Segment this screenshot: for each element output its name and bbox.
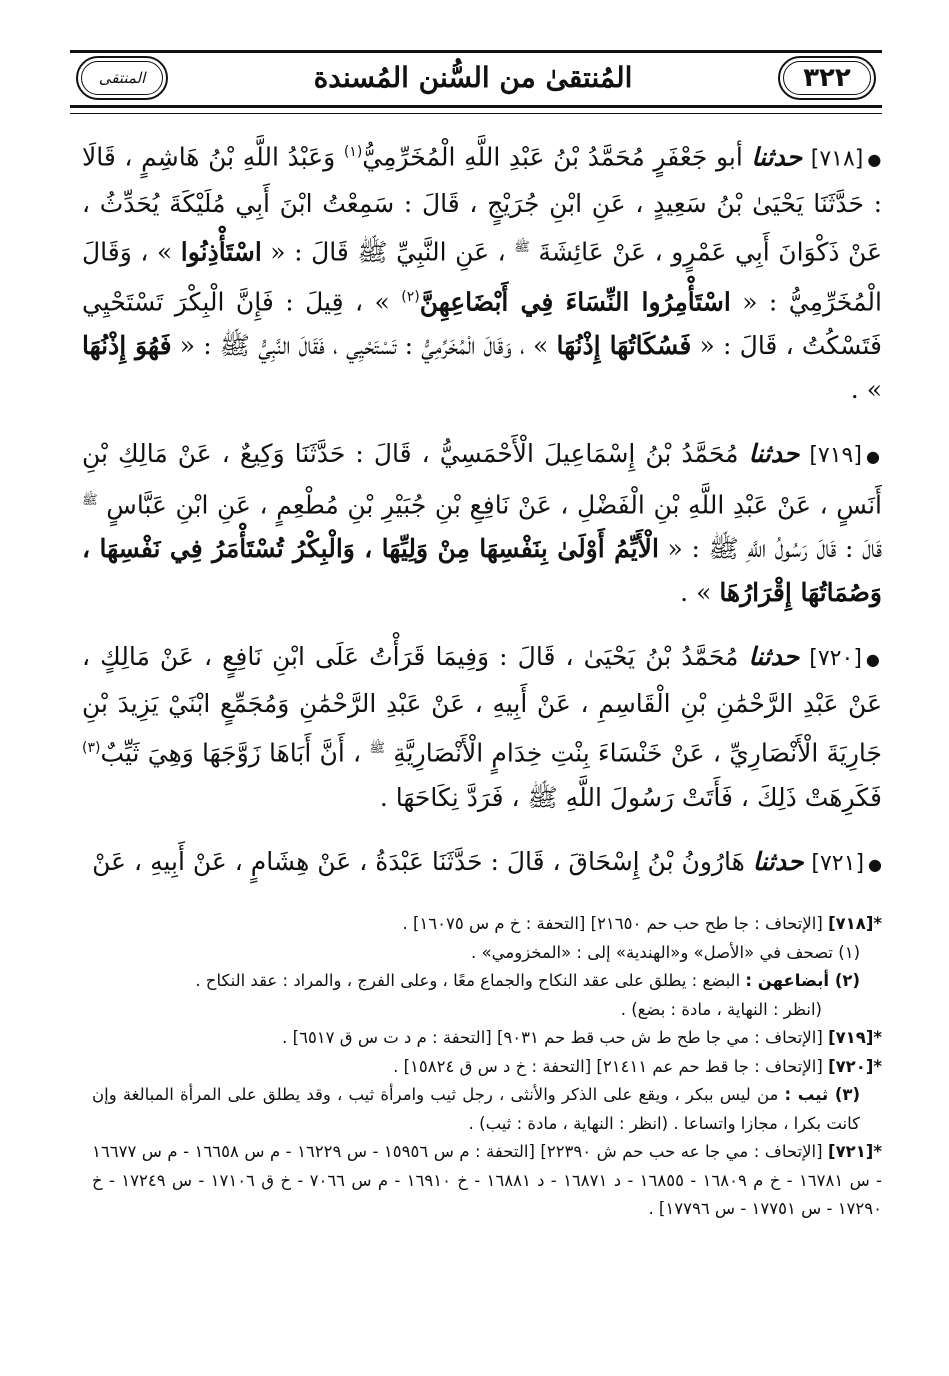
hadith-719 xyxy=(82,432,882,615)
header-bottom-rule xyxy=(70,105,882,108)
hadith-721 xyxy=(82,840,882,887)
footnote-718 xyxy=(92,910,882,939)
header-top-rule xyxy=(70,50,882,53)
seal-logo: المنتقى xyxy=(98,69,146,87)
hadith-text: ، أَنَّ أَبَاهَا زَوَّجَهَا وَهِيَ ثَيِّبٌ xyxy=(100,738,370,768)
footnote-720 xyxy=(92,1053,882,1082)
hadith-text: » . xyxy=(680,578,720,608)
reference-marker: *[٧٢١] xyxy=(828,1142,882,1161)
hadith-720 xyxy=(82,635,882,819)
hadith-text: » ، وَقَالَ الْمُخَرِّمِيُّ : « xyxy=(82,237,882,316)
bullet-icon: ● xyxy=(867,150,882,170)
prophetic-saying: اسْتَأْذِنُوا xyxy=(180,237,262,267)
footnote-2-ref: (انظر : النهاية ، مادة : بضع) . xyxy=(620,999,822,1019)
haddathana-word: حدثنا xyxy=(752,846,804,876)
reference-marker: *[٧٢٠] xyxy=(828,1056,882,1076)
hadith-number: [٧١٩] xyxy=(809,442,862,468)
hadith-718 xyxy=(82,130,882,412)
prophetic-saying: فَهُوَ إِذْنُهَا xyxy=(82,330,172,360)
footnotes xyxy=(92,910,882,1224)
footnote-label: (٢) أبضاعهن : xyxy=(745,971,860,990)
hadith-number: [٧١٨] xyxy=(810,146,864,172)
bullet-icon: ● xyxy=(868,854,882,874)
footnote-ref: (١) xyxy=(343,144,363,160)
hadith-text: » . xyxy=(850,374,882,404)
footnote-text: من ليس ببكر ، ويقع على الذكر والأنثى ، رجل ثيب وامرأة ثيب ، وقد يطلق على المرأة المبالغة وإن كانت بكرا ، مجازا واتساعا . (انظر : النهاية ، مادة : ثيب) . xyxy=(92,1085,860,1133)
prophetic-saying: الْأَيِّمُ أَوْلَىٰ بِنَفْسِهَا مِنْ وَلِيِّهَا ، وَالْبِكْرُ تُسْتَأْمَرُ فِي نَفْسِهَا ، وَصُمَاتُهَا إِقْرَارُهَا xyxy=(82,534,882,608)
footnote-719 xyxy=(92,1024,882,1053)
seal-cartouche xyxy=(76,56,168,100)
hadith-text: » ، وَقَالَ الْمُخَرِّمِيُّ : تَسْتَحْيِي ، فَقَالَ النَّبِيُّ ﷺ : « xyxy=(171,330,557,360)
book-title: المُنتقىٰ من السُّنن المُسندة xyxy=(313,61,633,94)
prophetic-saying: فَسُكَاتُهَا إِذْنُهَا xyxy=(556,330,692,360)
footnote-text: [الإتحاف : مي جا عه حب حم ش ٢٢٣٩٠] [التحفة : م س ١٥٩٥٦ - س ١٦٢٢٩ - م س ١٦٦٥٨ - م س ١٦٦٧٧ - س ١٦٧٨١ - خ م ١٦٨٠٩ - ١٦٨٥٥ - د ١٦٨٧١ - د ١٦٨٨١ - خ ١٦٩١٠ - م س ٧٠٦٦ - خ ق ١٧١٠٦ - س ١٧٢٤٩ - خ ١٧٢٩٠ - س ١٧٧٥١ - س ١٧٧٩٦] . xyxy=(92,1142,882,1218)
hadith-number: [٧٢١] xyxy=(811,850,865,876)
hadith-text: ، عَنِ النَّبِيِّ ﷺ قَالَ : « xyxy=(261,237,515,267)
honorific-icon: ﷺ xyxy=(369,741,386,757)
honorific-icon: ﷺ xyxy=(514,240,530,256)
header-bottom-thin-rule xyxy=(70,113,882,114)
hadith-text: أبو جَعْفَرٍ مُحَمَّدُ بْنُ عَبْدِ اللَّهِ الْمُخَرِّمِيُّ xyxy=(362,142,752,172)
bullet-icon: ● xyxy=(865,650,883,670)
footnote-3 xyxy=(92,1081,882,1138)
honorific-icon: ﷺ xyxy=(82,492,98,508)
footnote-text: [الإتحاف : جا طح حب حم ٢١٦٥٠] [التحفة : خ م س ١٦٠٧٥] . xyxy=(402,914,829,933)
page-number: ٣٢٢ xyxy=(803,63,851,93)
hadith-text: مُحَمَّدُ بْنُ يَحْيَىٰ ، قَالَ : وَفِيمَا قَرَأْتُ عَلَى ابْنِ نَافِعٍ ، عَنْ مَالِكٍ ، عَنْ عَبْدِ الرَّحْمَٰنِ بْنِ الْقَاسِمِ ، عَنْ أَبِيهِ ، عَنْ عَبْدِ الرَّحْمَٰنِ وَمُجَمِّعٍ ابْنَيْ يَزِيدَ بْنِ جَارِيَةَ الْأَنْصَارِيِّ ، عَنْ خَنْسَاءَ بِنْتِ خِدَامٍ الْأَنْصَارِيَّةِ xyxy=(82,642,883,768)
hadith-text: » ، قِيلَ : فَإِنَّ الْبِكْرَ تَسْتَحْيِي فَتَسْكُتُ ، قَالَ : « xyxy=(82,286,882,360)
page-header xyxy=(70,50,882,108)
bullet-icon: ● xyxy=(865,446,883,466)
reference-marker: *[٧١٩] xyxy=(828,1028,882,1047)
footnote-text: [الإتحاف : مي جا طح ط ش حب قط حم ٩٠٣١] [التحفة : م د ت س ق ٦٥١٧] . xyxy=(282,1028,829,1047)
footnote-text: [الإتحاف : جا قط حم عم ٢١٤١١] [التحفة : خ د س ق ١٥٨٢٤] . xyxy=(393,1056,829,1076)
haddathana-word: حدثنا xyxy=(748,438,800,468)
footnote-text: البضع : يطلق على عقد النكاح والجماع معًا ، وعلى الفرج ، والمراد : عقد النكاح . xyxy=(195,971,746,990)
footnote-1: (١) تصحف في «الأصل» و«الهندية» إلى : «المخزومي» . xyxy=(471,942,860,962)
footnote-label: (٣) ثيب : xyxy=(784,1085,860,1104)
hadith-text: هَارُونُ بْنُ إِسْحَاقَ ، قَالَ : حَدَّثَنَا عَبْدَةُ ، عَنْ هِشَامٍ ، عَنْ أَبِيهِ ، عَنْ xyxy=(92,846,753,876)
hadith-text: مُحَمَّدُ بْنُ إِسْمَاعِيلَ الْأَحْمَسِيُّ ، قَالَ : حَدَّثَنَا وَكِيعٌ ، عَنْ مَالِكِ بْنِ أَنَسٍ ، عَنْ عَبْدِ اللَّهِ بْنِ الْفَضْلِ ، عَنْ نَافِعِ بْنِ جُبَيْرِ بْنِ مُطْعِمٍ ، عَنِ ابْنِ عَبَّاسٍ xyxy=(82,438,882,520)
footnote-ref: (٣) xyxy=(82,740,101,757)
hadith-number: [٧٢٠] xyxy=(809,646,862,672)
page-number-cartouche xyxy=(778,56,876,100)
main-text xyxy=(82,130,882,907)
hadith-text: فَكَرِهَتْ ذَلِكَ ، فَأَتَتْ رَسُولَ اللَّهِ ﷺ ، فَرَدَّ نِكَاحَهَا . xyxy=(379,782,882,812)
footnote-2 xyxy=(92,967,882,996)
haddathana-word: حدثنا xyxy=(751,142,803,172)
prophetic-saying: اسْتَأْمِرُوا النِّسَاءَ فِي أَبْضَاعِهِنَّ xyxy=(419,286,731,316)
hadith-text: وَعَبْدُ اللَّهِ بْنُ هَاشِمٍ ، قَالَا : حَدَّثَنَا يَحْيَىٰ بْنُ سَعِيدٍ ، عَنِ ابْنِ جُرَيْجٍ ، قَالَ : سَمِعْتُ ابْنَ أَبِي مُلَيْكَةَ يُحَدِّثُ ، عَنْ ذَكْوَانَ أَبِي عَمْرٍو ، عَنْ عَائِشَةَ xyxy=(82,142,882,267)
reference-marker: *[٧١٨] xyxy=(828,914,882,933)
footnote-721 xyxy=(92,1138,882,1224)
footnote-ref: (٢) xyxy=(401,288,420,305)
haddathana-word: حدثنا xyxy=(748,642,800,672)
hadith-text: قَالَ : قَالَ رَسُولُ اللَّهِ ﷺ : « xyxy=(658,534,882,564)
